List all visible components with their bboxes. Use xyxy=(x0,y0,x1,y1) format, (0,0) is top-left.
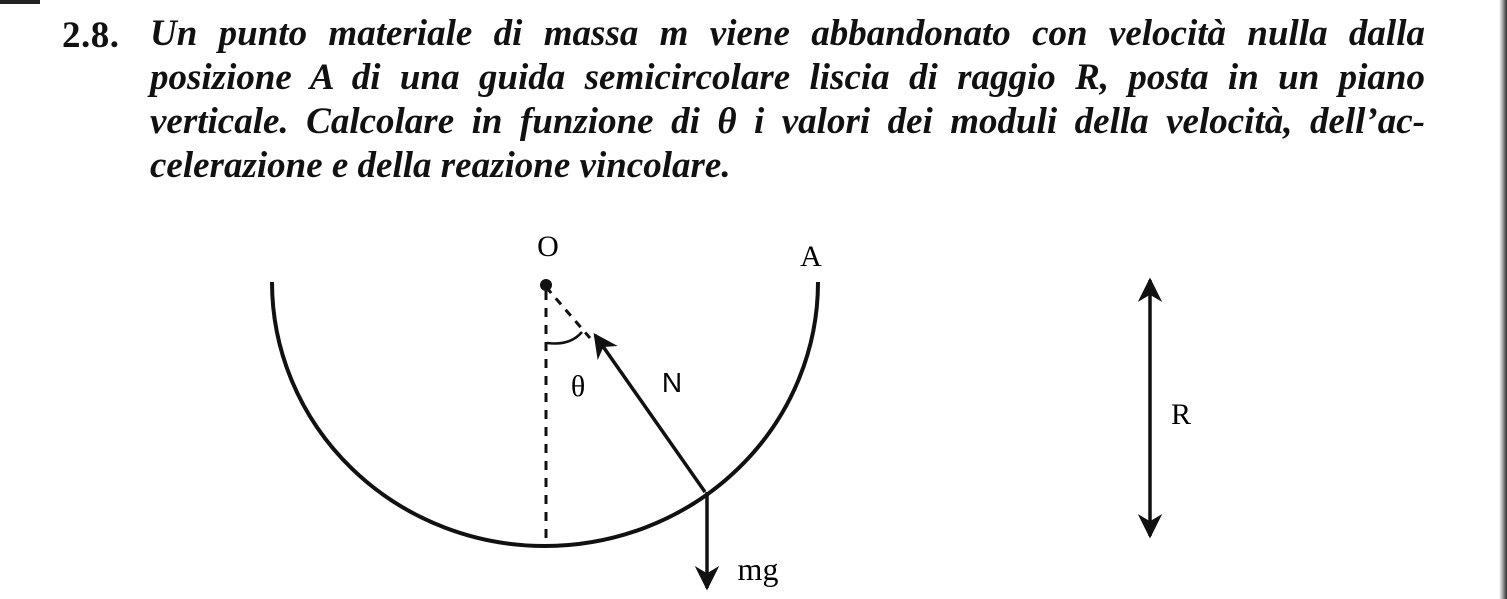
label-normal-force-N: N xyxy=(661,367,683,398)
label-radius-R: R xyxy=(1170,398,1192,431)
problem-text-line-3: verticale. Calcolare in funzione di θ i valori dei moduli della velocità, dell’ac- xyxy=(150,101,1425,142)
problem-number: 2.8. xyxy=(62,15,120,56)
label-center-O: O xyxy=(537,230,559,263)
problem-text-line-1: Un punto materiale di massa m viene abbandonato con velocità nulla dalla xyxy=(150,13,1425,54)
problem-text-line-2: posizione A di una guida semicircolare liscia di raggio R, posta in un piano xyxy=(150,57,1425,98)
label-point-A: A xyxy=(800,240,822,273)
label-angle-theta: θ xyxy=(570,370,586,403)
radius-dashed-line xyxy=(546,287,590,338)
label-weight-mg: mg xyxy=(737,551,779,587)
angle-arc xyxy=(547,332,582,344)
problem-text-line-4: celerazione e della reazione vincolare. xyxy=(150,145,731,186)
normal-force-arrow xyxy=(595,335,705,492)
